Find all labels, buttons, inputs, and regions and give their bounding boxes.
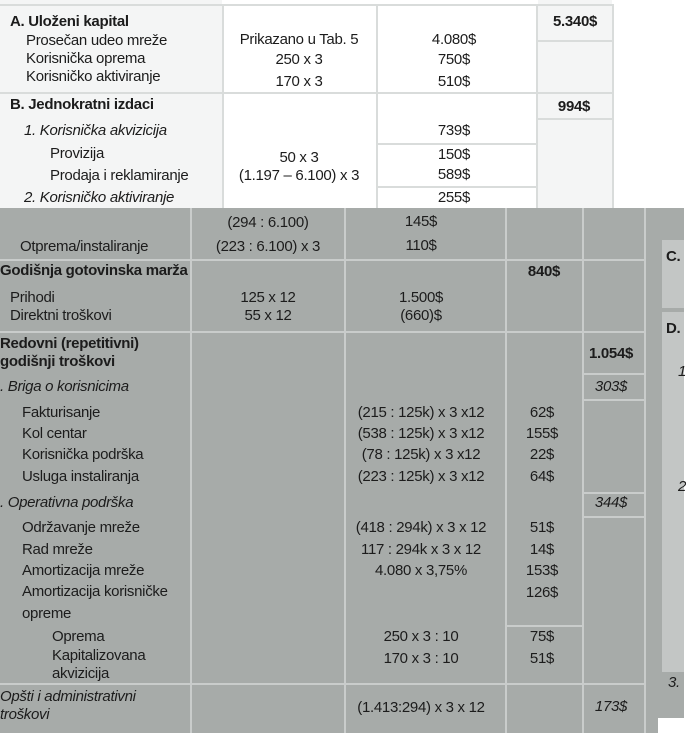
row-formula: (223 : 125k) x 3 x12 bbox=[357, 468, 485, 485]
capitalized-label-2: akvizicija bbox=[52, 665, 110, 682]
depreciation-label-2: opreme bbox=[22, 605, 72, 622]
row-label: Korisnička podrška bbox=[22, 446, 144, 463]
row-amount: 51$ bbox=[529, 650, 555, 667]
row-label: Prosečan udeo mreže bbox=[26, 32, 168, 49]
row-amount: 510$ bbox=[437, 73, 470, 90]
recurring-title-line1: Redovni (repetitivni) bbox=[0, 335, 139, 352]
admin-label-2: troškovi bbox=[0, 706, 50, 723]
adjacent-table-strip bbox=[658, 208, 684, 718]
row-amount: 589$ bbox=[437, 166, 470, 183]
recurring-title-line2: godišnji troškovi bbox=[0, 353, 115, 370]
row-formula: (418 : 294k) x 3 x 12 bbox=[355, 519, 487, 536]
row-amount: 750$ bbox=[437, 51, 470, 68]
admin-subtotal: 173$ bbox=[594, 698, 628, 715]
bottom-table-panel bbox=[0, 208, 658, 733]
depreciation-label-1: Amortizacija korisničke bbox=[22, 583, 168, 600]
side-label-c: C. bbox=[666, 248, 681, 265]
cash-margin-title: Godišnja gotovinska marža bbox=[0, 262, 188, 279]
row-amount: 153$ bbox=[525, 562, 559, 579]
side-label-one: 1 bbox=[678, 363, 686, 380]
row-formula: 117 : 294k x 3 x 12 bbox=[361, 541, 481, 558]
row-amount: 4.080$ bbox=[431, 31, 476, 48]
row-formula: (294 : 6.100) bbox=[227, 214, 309, 231]
customer-care-label: . Briga o korisnicima bbox=[0, 378, 129, 395]
capitalized-label-1: Kapitalizovana bbox=[52, 647, 146, 664]
row-formula: (1.197 – 6.100) x 3 bbox=[238, 167, 360, 184]
row-amount: 22$ bbox=[529, 446, 555, 463]
row-label: Kol centar bbox=[22, 425, 87, 442]
side-label-d: D. bbox=[666, 320, 681, 337]
row-formula: 250 x 3 bbox=[275, 51, 323, 68]
section-b-title: B. Jednokratni izdaci bbox=[10, 96, 154, 113]
row-amount: 155$ bbox=[525, 425, 559, 442]
row-label: Amortizacija mreže bbox=[22, 562, 145, 579]
row-label: Prodaja i reklamiranje bbox=[50, 167, 189, 184]
acquisition-amount: 739$ bbox=[437, 122, 470, 139]
row-amount: 145$ bbox=[404, 213, 438, 230]
side-label-two: 2 bbox=[678, 478, 686, 495]
row-label: Provizija bbox=[50, 145, 104, 162]
row-formula: 170 x 3 : 10 bbox=[383, 650, 459, 667]
row-amount: 64$ bbox=[529, 468, 555, 485]
row-formula: Prikazano u Tab. 5 bbox=[239, 31, 359, 48]
operational-label: . Operativna podrška bbox=[0, 494, 134, 511]
admin-label-1: Opšti i administrativni bbox=[0, 688, 136, 705]
activation-amount: 255$ bbox=[437, 189, 470, 206]
row-formula: 55 x 12 bbox=[244, 307, 292, 324]
row-label: Oprema bbox=[52, 628, 105, 645]
row-amount: 1.500$ bbox=[398, 289, 444, 306]
cash-margin-total: 840$ bbox=[527, 263, 561, 280]
row-formula: (538 : 125k) x 3 x12 bbox=[357, 425, 485, 442]
row-label: Direktni troškovi bbox=[10, 307, 112, 324]
row-amount: 75$ bbox=[529, 628, 555, 645]
row-label: Usluga instaliranja bbox=[22, 468, 139, 485]
row-amount: 62$ bbox=[529, 404, 555, 421]
acquisition-label: 1. Korisnička akvizicija bbox=[24, 122, 167, 139]
side-label-three: 3. bbox=[668, 674, 680, 691]
row-amount: (660)$ bbox=[400, 307, 442, 324]
row-formula: 4.080 x 3,75% bbox=[374, 562, 468, 579]
customer-care-subtotal: 303$ bbox=[594, 378, 628, 395]
depreciation-amount: 126$ bbox=[525, 584, 559, 601]
row-label: Fakturisanje bbox=[22, 404, 101, 421]
row-amount: 110$ bbox=[405, 237, 437, 254]
recurring-total: 1.054$ bbox=[588, 345, 634, 362]
row-amount: 51$ bbox=[529, 519, 555, 536]
row-amount: 14$ bbox=[529, 541, 555, 558]
row-formula: 170 x 3 bbox=[275, 73, 323, 90]
row-label: Korisničko aktiviranje bbox=[26, 68, 161, 85]
row-formula: (223 : 6.100) x 3 bbox=[215, 238, 321, 255]
row-label: Rad mreže bbox=[22, 541, 93, 558]
row-label: Korisnička oprema bbox=[26, 50, 146, 67]
row-label: Prihodi bbox=[10, 289, 55, 306]
top-table-panel bbox=[0, 0, 684, 222]
activation-label: 2. Korisničko aktiviranje bbox=[24, 189, 175, 206]
row-formula: 50 x 3 bbox=[279, 149, 319, 166]
row-formula: 250 x 3 : 10 bbox=[383, 628, 459, 645]
row-label: Otprema/instaliranje bbox=[20, 238, 149, 255]
section-b-total: 994$ bbox=[557, 98, 591, 115]
row-formula: 125 x 12 bbox=[240, 289, 296, 306]
section-a-title: A. Uloženi kapital bbox=[10, 13, 129, 30]
row-amount: 150$ bbox=[437, 146, 470, 163]
operational-subtotal: 344$ bbox=[594, 494, 628, 511]
row-formula: (215 : 125k) x 3 x12 bbox=[357, 404, 485, 421]
section-a-total: 5.340$ bbox=[552, 13, 598, 30]
row-formula: (78 : 125k) x 3 x12 bbox=[361, 446, 481, 463]
admin-formula: (1.413:294) x 3 x 12 bbox=[357, 699, 485, 716]
row-label: Održavanje mreže bbox=[22, 519, 140, 536]
